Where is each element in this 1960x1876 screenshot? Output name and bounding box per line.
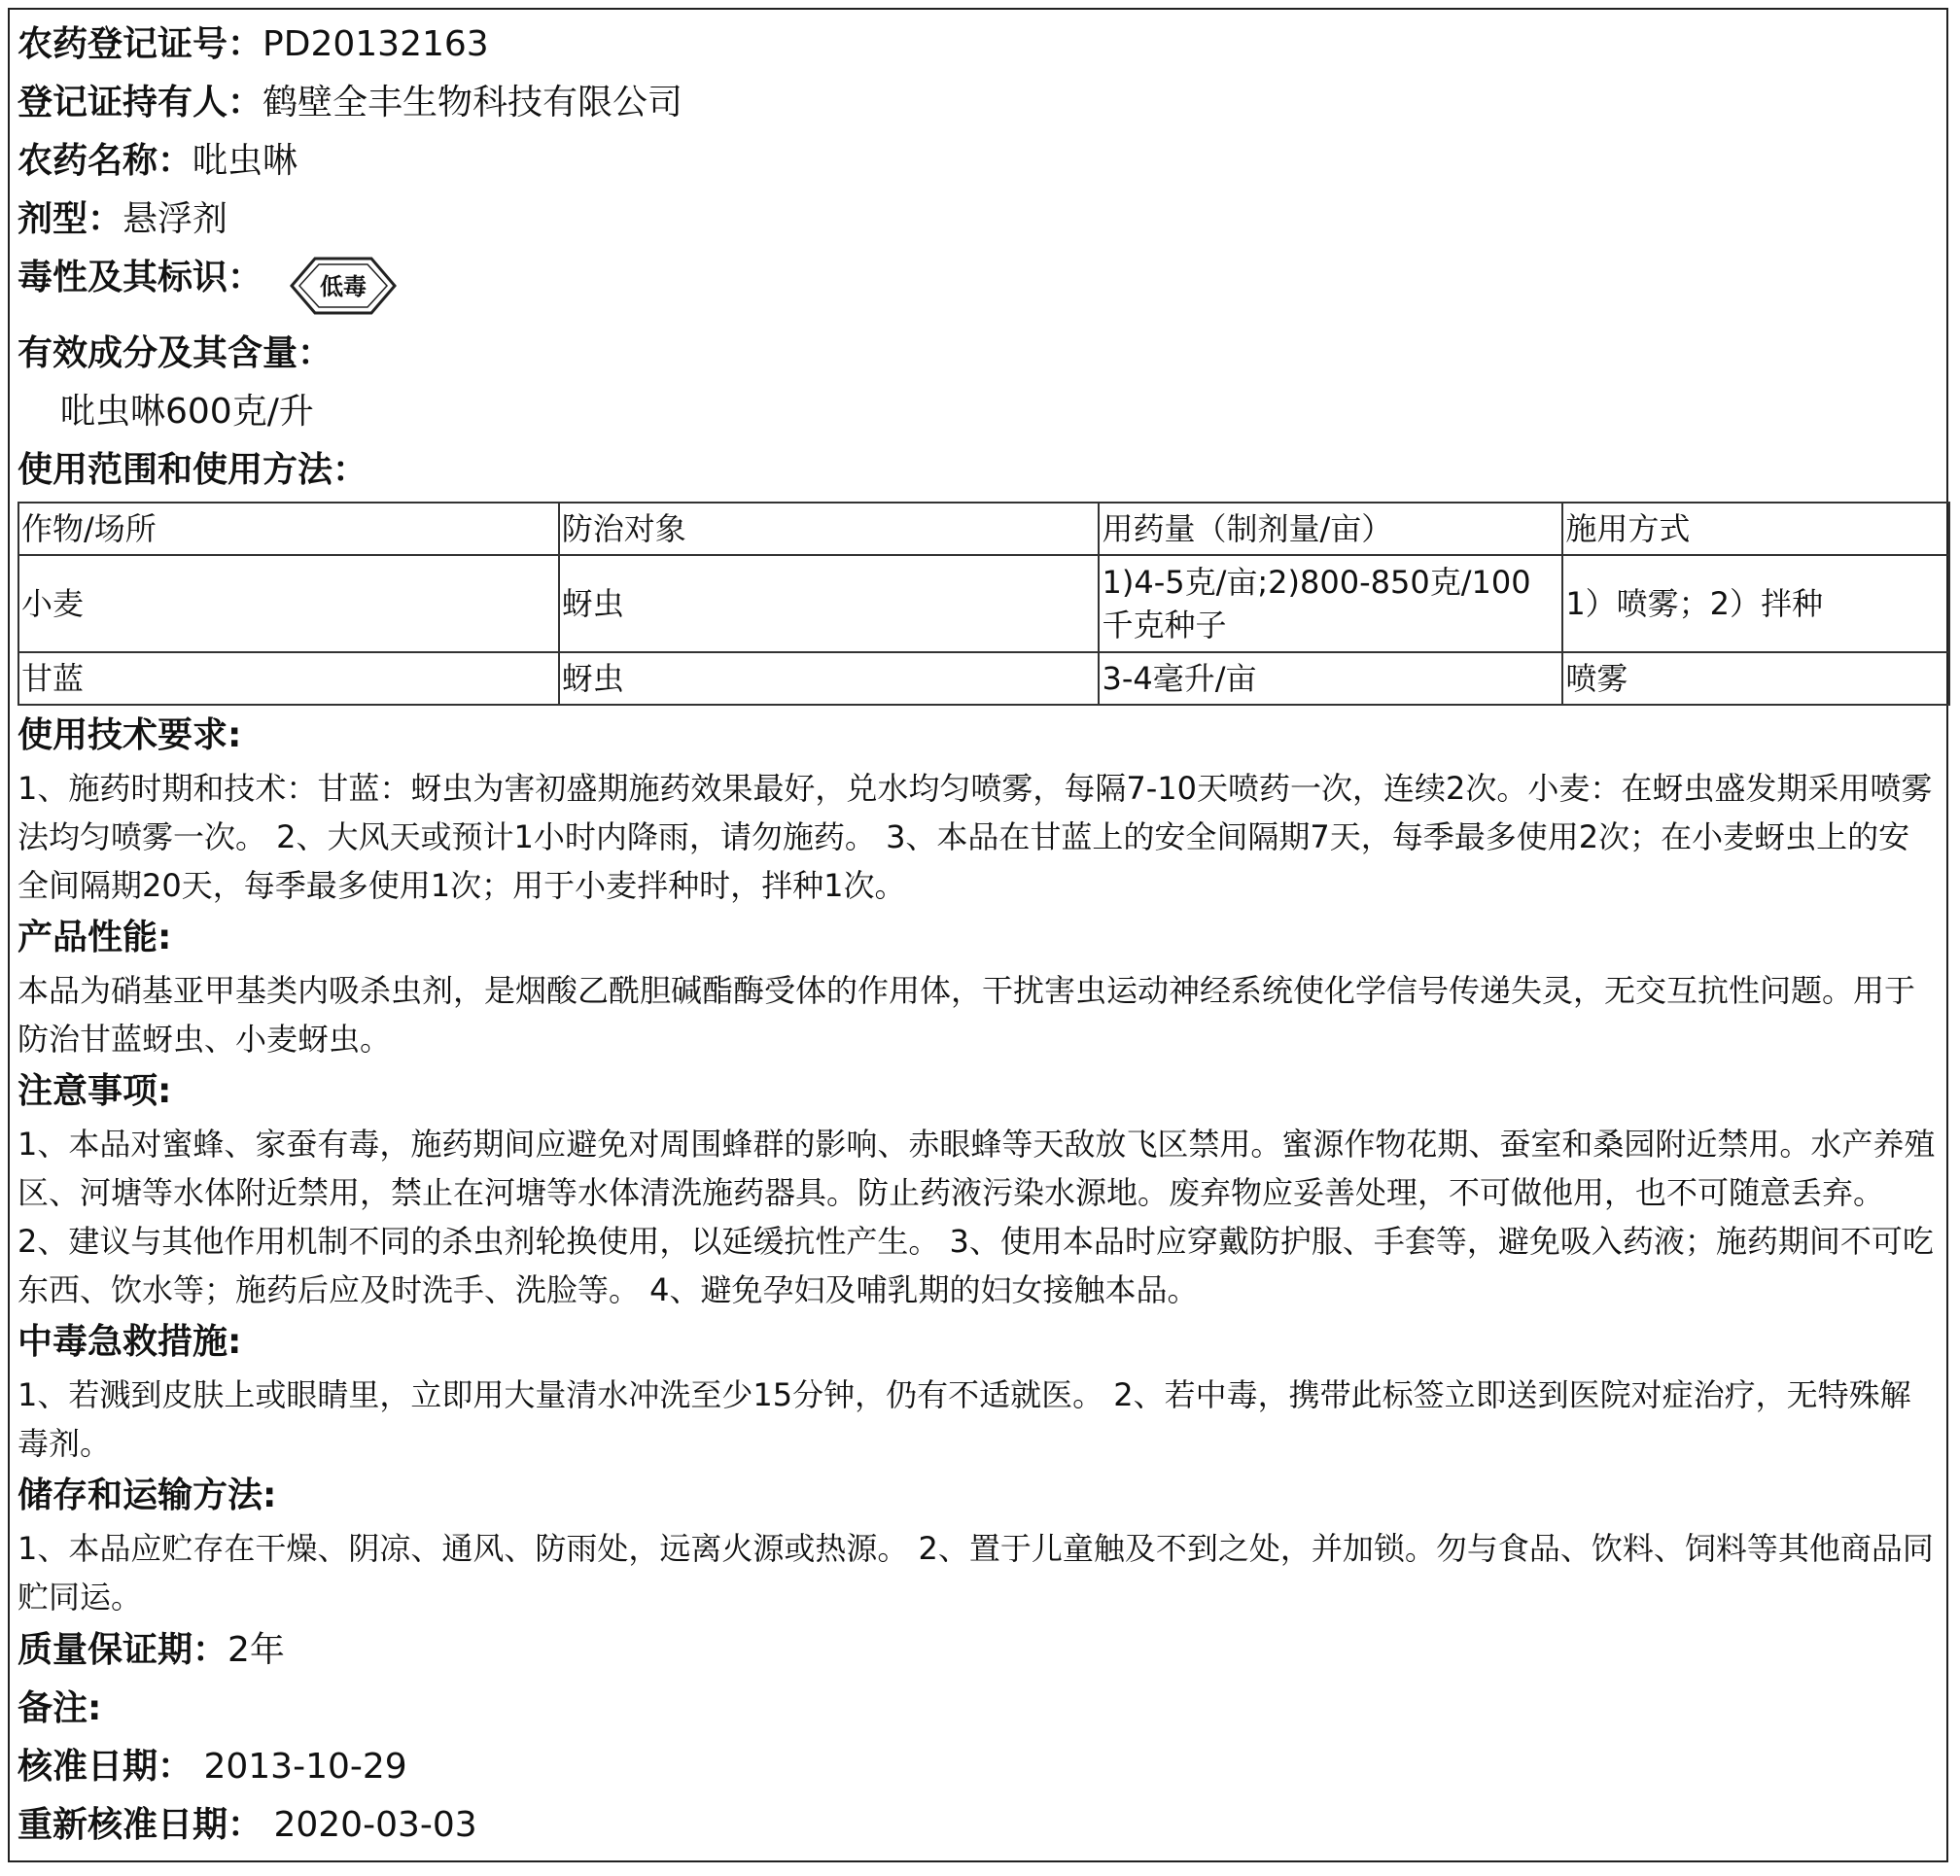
table-cell: 1)4-5克/亩;2)800-850克/100千克种子 (1099, 555, 1562, 652)
toxicity-row (18, 249, 1939, 325)
registration-no-label: 农药登记证号： (18, 24, 263, 64)
remarks-label: 备注: (18, 1688, 102, 1728)
shelf-life-label: 质量保证期： (18, 1630, 228, 1670)
table-header-cell: 作物/场所 (18, 503, 559, 555)
approval-date-value: 2013-10-29 (203, 1747, 407, 1787)
formulation-row (18, 191, 1939, 249)
performance-label: 产品性能: (18, 918, 172, 957)
tech-requirements-text: 1、施药时期和技术：甘蓝：蚜虫为害初盛期施药效果最好，兑水均匀喷雾，每隔7-10天喷药一次，连续2次。小麦：在蚜虫盛发期采用喷雾法均匀喷雾一次。 2、大风天或预计1小时内降雨，请勿施药。 3、本品在甘蓝上的安全间隔期7天，每季最多使用2次；在小麦蚜虫上的安全间隔期20天，每季最多使用1次；用于小麦拌种时，拌种1次。 (18, 770, 1933, 904)
table-cell: 甘蓝 (18, 652, 559, 705)
storage-label: 储存和运输方法: (18, 1476, 277, 1515)
precautions-label: 注意事项: (18, 1071, 172, 1111)
table-cell: 1）喷雾；2）拌种 (1562, 555, 1949, 652)
table-header-cell: 用药量（制剂量/亩） (1099, 503, 1562, 555)
first-aid-text: 1、若溅到皮肤上或眼睛里，立即用大量清水冲洗至少15分钟，仍有不适就医。 2、若中毒，携带此标签立即送到医院对症治疗，无特殊解毒剂。 (18, 1376, 1911, 1462)
active-ingredient-value: 吡虫啉600克/升 (60, 392, 314, 432)
table-header-cell: 防治对象 (559, 503, 1100, 555)
pesticide-name-row (18, 132, 1939, 191)
storage-text: 1、本品应贮存在干燥、阴凉、通风、防雨处，远离火源或热源。 2、置于儿童触及不到之处，并加锁。勿与食品、饮料、饲料等其他商品同贮同运。 (18, 1530, 1934, 1615)
registration-no-row (18, 16, 1939, 74)
label-document (8, 8, 1948, 1862)
pesticide-name-value: 吡虫啉 (192, 141, 298, 181)
table-cell: 小麦 (18, 555, 559, 652)
usage-label: 使用范围和使用方法： (18, 450, 368, 490)
formulation-value: 悬浮剂 (122, 199, 228, 239)
approval-date-row (18, 1738, 1939, 1796)
table-cell: 喷雾 (1562, 652, 1949, 705)
registration-no-value: PD20132163 (262, 24, 489, 64)
holder-label: 登记证持有人： (18, 83, 263, 122)
holder-value: 鹤壁全丰生物科技有限公司 (262, 83, 683, 122)
table-cell: 蚜虫 (559, 555, 1100, 652)
table-row (18, 652, 1949, 705)
shelf-life-value: 2年 (228, 1630, 285, 1670)
table-header-cell: 施用方式 (1562, 503, 1949, 555)
precautions-text: 1、本品对蜜蜂、家蚕有毒，施药期间应避免对周围蜂群的影响、赤眼蜂等天敌放飞区禁用。蜜源作物花期、蚕室和桑园附近禁用。水产养殖区、河塘等水体附近禁用，禁止在河塘等水体清洗施药器具。防止药液污染水源地。废弃物应妥善处理，不可做他用，也不可随意丢弃。 2、建议与其他作用机制不同的杀虫剂轮换使用，以延缓抗性产生。 3、使用本品时应穿戴防护服、手套等，避免吸入药液；施药期间不可吃东西、饮水等；施药后应及时洗手、洗脸等。 4、避免孕妇及哺乳期的妇女接触本品。 (18, 1126, 1936, 1308)
shelf-life-row (18, 1621, 1939, 1680)
usage-table (18, 502, 1950, 706)
table-cell: 3-4毫升/亩 (1099, 652, 1562, 705)
reapproval-date-value: 2020-03-03 (273, 1805, 477, 1845)
performance-text: 本品为硝基亚甲基类内吸杀虫剂，是烟酸乙酰胆碱酯酶受体的作用体，干扰害虫运动神经系统使化学信号传递失灵，无交互抗性问题。用于防治甘蓝蚜虫、小麦蚜虫。 (18, 972, 1916, 1058)
first-aid-label: 中毒急救措施: (18, 1322, 242, 1362)
table-cell: 蚜虫 (559, 652, 1100, 705)
approval-date-label: 核准日期： (18, 1747, 193, 1787)
pesticide-name-label: 农药名称： (18, 141, 193, 181)
low-toxicity-sign-icon (286, 253, 401, 319)
reapproval-date-row (18, 1796, 1939, 1855)
active-ingredient-label: 有效成分及其含量： (18, 333, 333, 373)
formulation-label: 剂型： (18, 199, 123, 239)
holder-row (18, 74, 1939, 132)
toxicity-sign-text: 低毒 (320, 272, 368, 300)
table-row (18, 555, 1949, 652)
tech-requirements-label: 使用技术要求: (18, 715, 242, 755)
toxicity-label: 毒性及其标识： (18, 258, 263, 297)
remarks-row (18, 1680, 1939, 1738)
table-header-row (18, 503, 1949, 555)
reapproval-date-label: 重新核准日期： (18, 1805, 263, 1845)
